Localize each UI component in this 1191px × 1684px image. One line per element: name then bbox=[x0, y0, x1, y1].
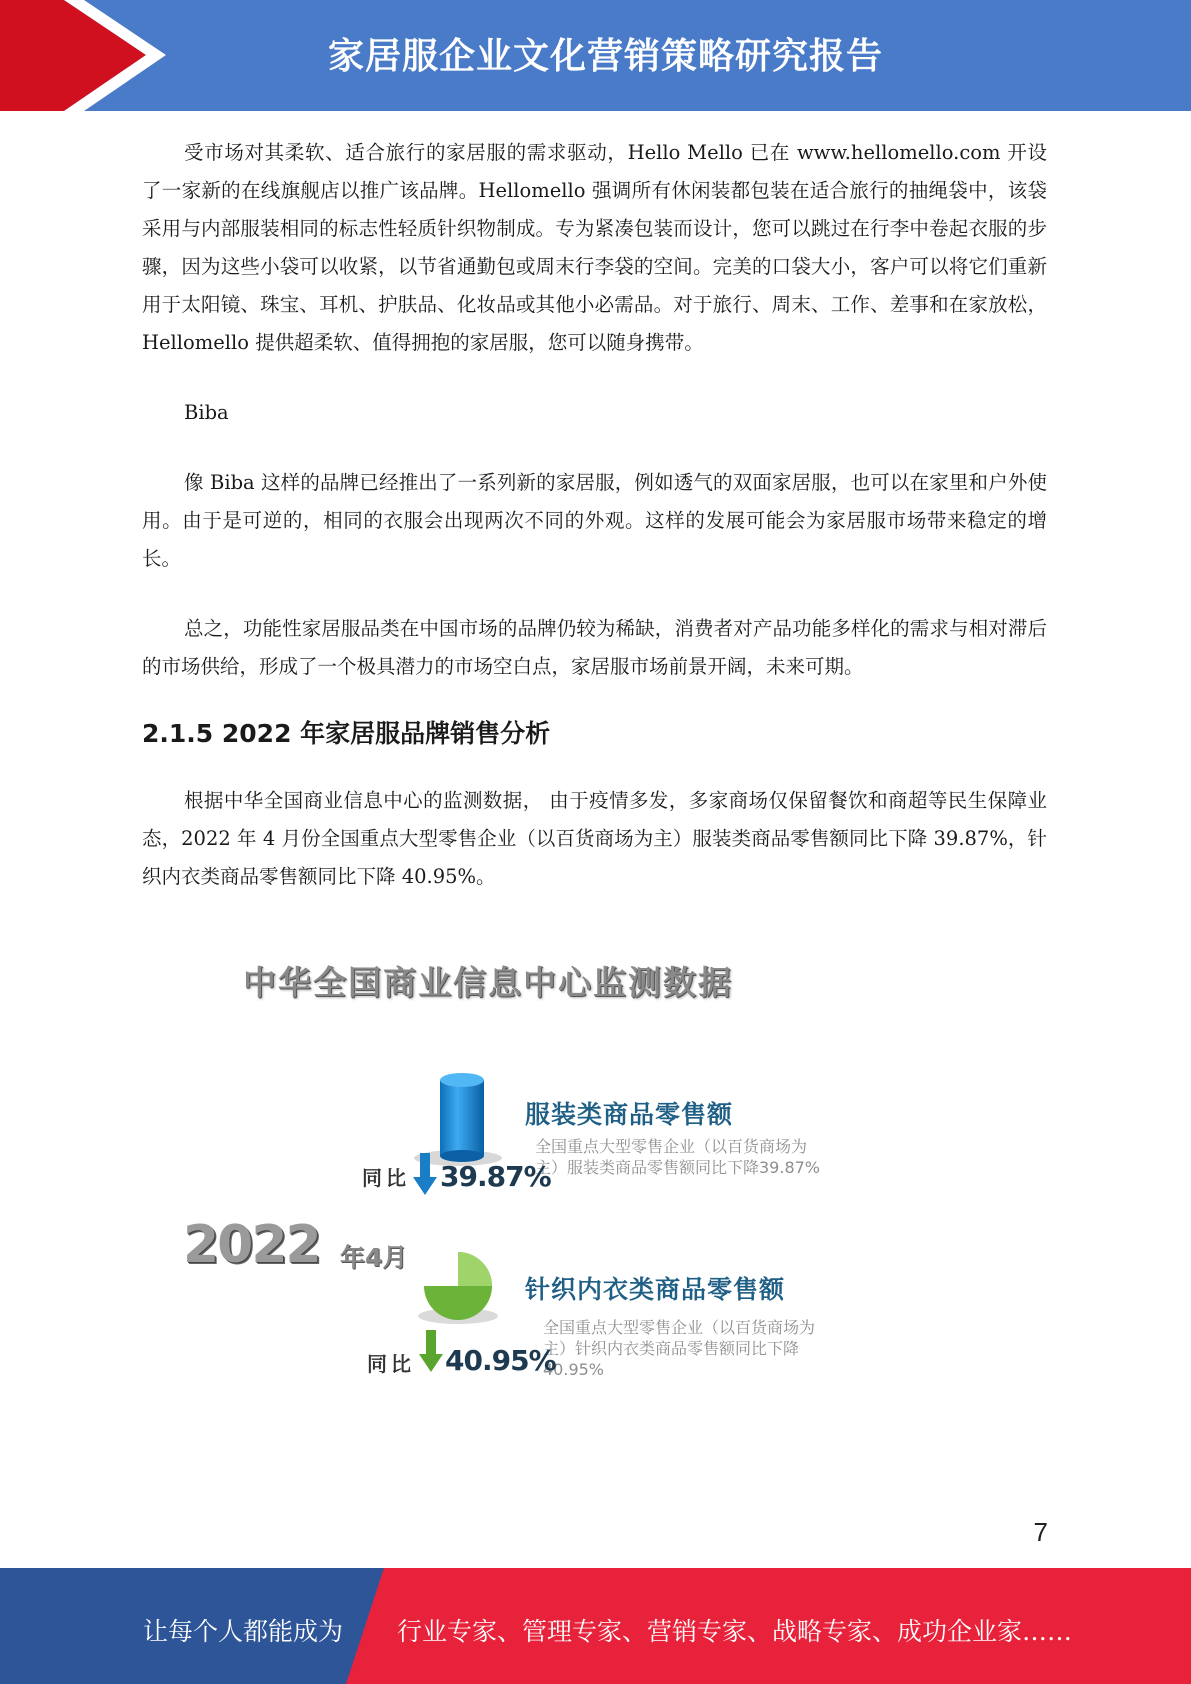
knitwear-percent: 40.95% bbox=[445, 1344, 556, 1377]
paragraph-summary: 总之，功能性家居服品类在中国市场的品牌仍较为稀缺，消费者对产品功能多样化的需求与相对滞后的市场供给，形成了一个极具潜力的市场空白点，家居服市场前景开阔，未来可期。 bbox=[142, 617, 1047, 678]
monitoring-infographic bbox=[0, 935, 1191, 1395]
section-heading: 2.1.5 2022 年家居服品牌销售分析 bbox=[142, 719, 551, 748]
page-footer bbox=[0, 1568, 1191, 1684]
apparel-yoy-label: 同比 bbox=[362, 1166, 410, 1190]
apparel-desc-line2: 主）服装类商品零售额同比下降39.87% bbox=[535, 1158, 821, 1177]
knitwear-desc-line2: 主）针织内衣类商品零售额同比下降 bbox=[543, 1339, 800, 1358]
down-arrow-icon bbox=[413, 1153, 437, 1195]
apparel-percent: 39.87% bbox=[440, 1160, 551, 1193]
page-number: 7 bbox=[1033, 1517, 1048, 1547]
infographic-month: 年4月 bbox=[340, 1243, 408, 1272]
knitwear-label: 针织内衣类商品零售额 bbox=[525, 1275, 786, 1304]
apparel-label: 服装类商品零售额 bbox=[525, 1100, 734, 1129]
page-header bbox=[0, 0, 1191, 111]
pie-icon bbox=[413, 1248, 503, 1328]
paragraph-monitoring-data: 根据中华全国商业信息中心的监测数据， 由于疫情多发，多家商场仅保留餐饮和商超等民生保障业态，2022 年 4 月份全国重点大型零售企业（以百货商场为主）服装类商品零售额同比下降 39.87%，针织内衣类商品零售额同比下降 40.95%。 bbox=[142, 789, 1047, 888]
report-body bbox=[142, 134, 1047, 896]
infographic-title: 中华全国商业信息中心监测数据 bbox=[243, 963, 733, 1002]
knitwear-yoy-label: 同比 bbox=[367, 1352, 415, 1376]
infographic-year: 2022 bbox=[183, 1215, 320, 1275]
paragraph-hello-mello: 受市场对其柔软、适合旅行的家居服的需求驱动，Hello Mello 已在 www.hellomello.com 开设了一家新的在线旗舰店以推广该品牌。Hellomello 强调所有休闲装都包装在适合旅行的抽绳袋中，该袋采用与内部服装相同的标志性轻质针织物制成。专为紧凑包装而设计，您可以跳过在行李中卷起衣服的步骤，因为这些小袋可以收紧，以节省通勤包或周末行李袋的空间。完美的口袋大小，客户可以将它们重新用于太阳镜、珠宝、耳机、护肤品、化妆品或其他小必需品。对于旅行、周末、工作、差事和在家放松，Hellomello 提供超柔软、值得拥抱的家居服，您可以随身携带。 bbox=[142, 141, 1047, 354]
paragraph-biba-title: Biba bbox=[184, 401, 229, 424]
paragraph-biba: 像 Biba 这样的品牌已经推出了一系列新的家居服，例如透气的双面家居服，也可以在家里和户外使用。由于是可逆的，相同的衣服会出现两次不同的外观。这样的发展可能会为家居服市场带来稳定的增长。 bbox=[142, 471, 1047, 570]
knitwear-desc-line1: 全国重点大型零售企业（以百货商场为 bbox=[543, 1318, 816, 1337]
apparel-desc-line1: 全国重点大型零售企业（以百货商场为 bbox=[535, 1137, 808, 1156]
header-title: 家居服企业文化营销策略研究报告 bbox=[327, 36, 883, 77]
footer-slogan-left: 让每个人都能成为 bbox=[143, 1617, 344, 1646]
footer-slogan-right: 行业专家、管理专家、营销专家、战略专家、成功企业家…… bbox=[397, 1617, 1073, 1646]
knitwear-desc-line3: 40.95% bbox=[543, 1360, 605, 1379]
down-arrow-icon bbox=[419, 1330, 443, 1372]
